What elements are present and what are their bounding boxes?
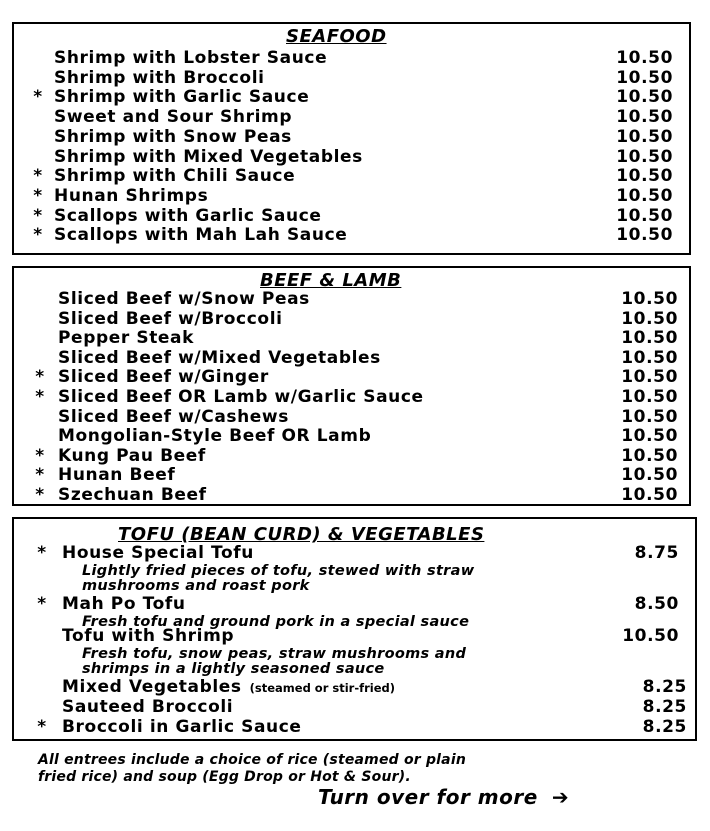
item-name: Shrimp with Mixed Vegetables — [54, 146, 363, 167]
seafood-title: SEAFOOD — [286, 26, 387, 47]
item-name-text: Mixed Vegetables — [62, 677, 242, 697]
item-name-text: Broccoli in Garlic Sauce — [62, 717, 302, 737]
item-name: Mongolian-Style Beef OR Lamb — [58, 426, 372, 447]
turn-over-label: Turn over for more — [318, 785, 538, 809]
spicy-marker: * — [37, 594, 47, 614]
item-price: 10.50 — [616, 48, 673, 68]
item-name: Pepper Steak — [58, 328, 195, 349]
item-price: 10.50 — [616, 205, 673, 226]
item-price: 8.50 — [634, 594, 679, 614]
item-price: 10.50 — [621, 347, 678, 368]
item-price: 8.75 — [634, 543, 679, 563]
item-name — [62, 626, 234, 646]
item-price: 10.50 — [621, 445, 678, 466]
spicy-marker: * — [33, 87, 43, 108]
item-price: 10.50 — [616, 166, 673, 187]
item-name: Hunan Beef — [58, 465, 176, 486]
spicy-marker: * — [33, 166, 43, 187]
item-name: Szechuan Beef — [58, 485, 207, 505]
item-price: 8.25 — [642, 677, 687, 697]
item-name-text: Sauteed Broccoli — [62, 697, 234, 717]
item-price: 8.25 — [642, 697, 687, 717]
arrow-right-icon: ➔ — [551, 785, 570, 809]
item-note: (steamed or stir-fried) — [249, 681, 396, 695]
item-name — [62, 677, 395, 697]
spicy-marker: * — [35, 465, 45, 486]
item-name: Sliced Beef w/Cashews — [58, 406, 289, 427]
spicy-marker: * — [35, 445, 45, 466]
item-price: 10.50 — [621, 426, 678, 447]
item-price: 10.50 — [616, 87, 673, 108]
item-name — [62, 717, 302, 737]
spicy-marker: * — [37, 543, 47, 563]
item-name — [62, 543, 254, 563]
footer-note-line-2: fried rice) and soup (Egg Drop or Hot & Sour). — [38, 769, 411, 785]
item-price: 10.50 — [616, 225, 673, 246]
item-name: Sliced Beef w/Mixed Vegetables — [58, 347, 381, 368]
turn-over-note — [318, 785, 569, 809]
item-price: 10.50 — [621, 328, 678, 349]
tofu-vegetables-title: TOFU (BEAN CURD) & VEGETABLES — [118, 524, 485, 545]
item-name: Scallops with Garlic Sauce — [54, 205, 322, 226]
spicy-marker: * — [35, 367, 45, 388]
item-name: Sweet and Sour Shrimp — [54, 107, 293, 128]
item-name: Sliced Beef w/Ginger — [58, 367, 269, 388]
item-description: Lightly fried pieces of tofu, stewed with straw — [82, 563, 475, 579]
item-price: 10.50 — [622, 626, 679, 646]
item-name — [62, 697, 233, 717]
item-name: Shrimp with Lobster Sauce — [54, 48, 328, 68]
item-price: 10.50 — [616, 185, 673, 206]
item-price: 10.50 — [621, 406, 678, 427]
item-price: 10.50 — [621, 367, 678, 388]
item-name-text: Mah Po Tofu — [62, 594, 186, 614]
spicy-marker: * — [33, 185, 43, 206]
beef-lamb-title: BEEF & LAMB — [260, 270, 402, 291]
item-name: Sliced Beef OR Lamb w/Garlic Sauce — [58, 387, 424, 407]
item-description: mushrooms and roast pork — [82, 578, 310, 594]
spicy-marker: * — [33, 205, 43, 226]
item-description: Fresh tofu, snow peas, straw mushrooms and — [82, 646, 467, 662]
item-name: Shrimp with Garlic Sauce — [54, 87, 310, 108]
item-name: Scallops with Mah Lah Sauce — [54, 225, 348, 246]
item-price: 10.50 — [616, 67, 673, 88]
item-name: Hunan Shrimps — [54, 185, 209, 206]
item-name: Shrimp with Snow Peas — [54, 126, 292, 147]
seafood-section — [12, 22, 691, 255]
spicy-marker: * — [35, 387, 45, 407]
item-price: 10.50 — [616, 126, 673, 147]
item-price: 10.50 — [616, 107, 673, 128]
item-name-text: House Special Tofu — [62, 543, 254, 563]
item-price: 10.50 — [621, 308, 678, 329]
item-name — [62, 594, 186, 614]
spicy-marker: * — [35, 485, 45, 505]
item-price: 10.50 — [621, 289, 678, 309]
spicy-marker: * — [33, 225, 43, 246]
item-name: Sliced Beef w/Broccoli — [58, 308, 283, 329]
item-price: 8.25 — [642, 717, 687, 737]
item-price: 10.50 — [621, 465, 678, 486]
item-price: 10.50 — [621, 485, 678, 505]
item-name: Shrimp with Broccoli — [54, 67, 265, 88]
item-description: shrimps in a lightly seasoned sauce — [82, 661, 385, 677]
tofu-vegetables-section — [12, 517, 697, 741]
beef-lamb-section — [12, 266, 691, 506]
item-price: 10.50 — [616, 146, 673, 167]
footer-note-line-1: All entrees include a choice of rice (steamed or plain — [38, 752, 466, 768]
item-description: Fresh tofu and ground pork in a special sauce — [82, 614, 470, 630]
item-name: Shrimp with Chili Sauce — [54, 166, 296, 187]
item-name: Kung Pau Beef — [58, 445, 206, 466]
item-name-text: Tofu with Shrimp — [62, 626, 235, 646]
item-name: Sliced Beef w/Snow Peas — [58, 289, 310, 309]
spicy-marker: * — [37, 717, 47, 737]
item-price: 10.50 — [621, 387, 678, 407]
